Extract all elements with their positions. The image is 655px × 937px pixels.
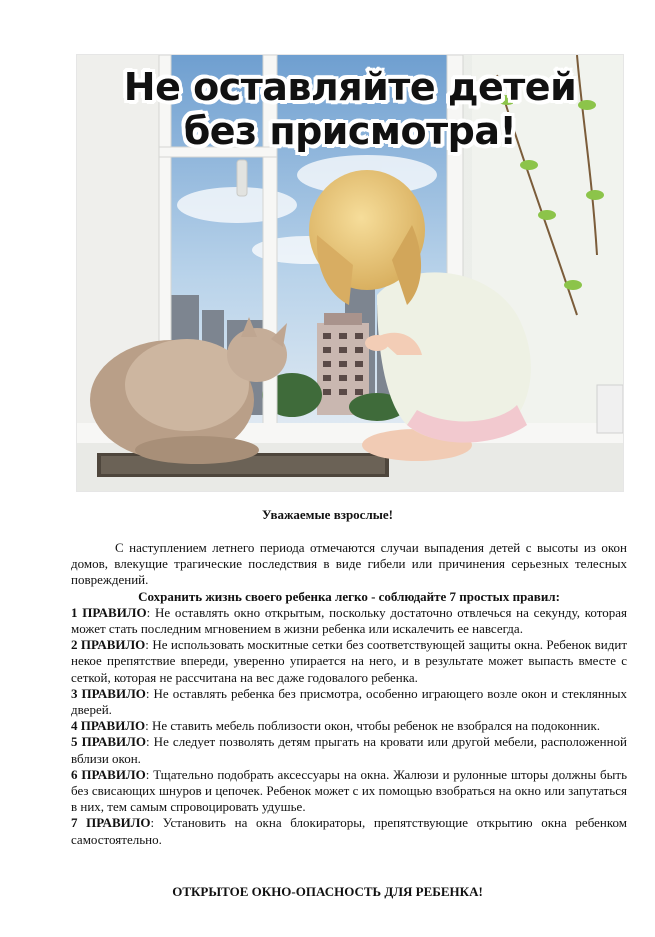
- rule-label: 5 ПРАВИЛО: [71, 734, 146, 750]
- intro-paragraph: С наступлением летнего периода отмечаются случаи выпадения детей с высоты из окон домов, влекущие трагические последствия в виде гибели или причинения серьезных телесных повреждений.: [71, 540, 627, 588]
- rule-label: 2 ПРАВИЛО: [71, 637, 146, 653]
- rule-text: : Не оставлять окно открытым, поскольку достаточно отвлечься на секунду, которая может стать последним мгновением в жизни ребенка или искалечить ее навсегда.: [71, 604, 627, 637]
- greeting: Уважаемые взрослые!: [261, 507, 393, 522]
- rule-label: 6 ПРАВИЛО: [71, 766, 146, 782]
- rule-text: : Не оставлять ребенка без присмотра, особенно играющего возле окон и стеклянных дверей.: [71, 685, 628, 718]
- poster-title: [77, 65, 623, 153]
- rule-label: 1 ПРАВИЛО: [71, 604, 147, 620]
- rules-subheading: Сохранить жизнь своего ребенка легко - соблюдайте 7 простых правил:: [138, 588, 560, 604]
- rule-2: [71, 637, 627, 686]
- rule-text: : Не следует позволять детям прыгать на кровати или другой мебели, расположенной вблизи окон.: [71, 734, 627, 766]
- poster-title-line1: Не оставляйте детей: [123, 65, 577, 109]
- rule-4: [71, 718, 627, 734]
- rule-text: : Установить на окна блокираторы, препятствующие открытию окна ребенком самостоятельно.: [71, 815, 628, 847]
- rule-label: 4 ПРАВИЛО: [71, 718, 146, 734]
- rule-7: [71, 815, 627, 847]
- poster-photo: [76, 54, 624, 492]
- rule-text: : Не использовать москитные сетки без соответствующей защиты окна. Ребенок видит некое препятствие впереди, уверенно упирается на него, и в результате может выпасть вместе с сеткой, которая не рассчитана на вес даже годовалого ребенка.: [71, 637, 628, 685]
- closing-warning: ОТКРЫТОЕ ОКНО-ОПАСНОСТЬ ДЛЯ РЕБЕНКА!: [172, 884, 483, 899]
- rule-label: 3 ПРАВИЛО: [71, 685, 146, 701]
- rule-6: [71, 767, 627, 816]
- rule-1: [71, 605, 627, 637]
- rule-label: 7 ПРАВИЛО: [71, 815, 151, 831]
- rule-5: [71, 734, 627, 766]
- poster-title-line2: без присмотра!: [183, 109, 517, 153]
- rule-text: : Не ставить мебель поблизости окон, чтобы ребенок не взобрался на подоконник.: [145, 718, 601, 734]
- rule-text: : Тщательно подобрать аксессуары на окна. Жалюзи и рулонные шторы должны быть без свисающих шнуров и цепочек. Ребенок может с их помощью взобраться на окно или запутаться в них, тем самым спровоцировать удушье.: [71, 766, 628, 815]
- body-text: [71, 540, 627, 848]
- rule-3: [71, 686, 627, 718]
